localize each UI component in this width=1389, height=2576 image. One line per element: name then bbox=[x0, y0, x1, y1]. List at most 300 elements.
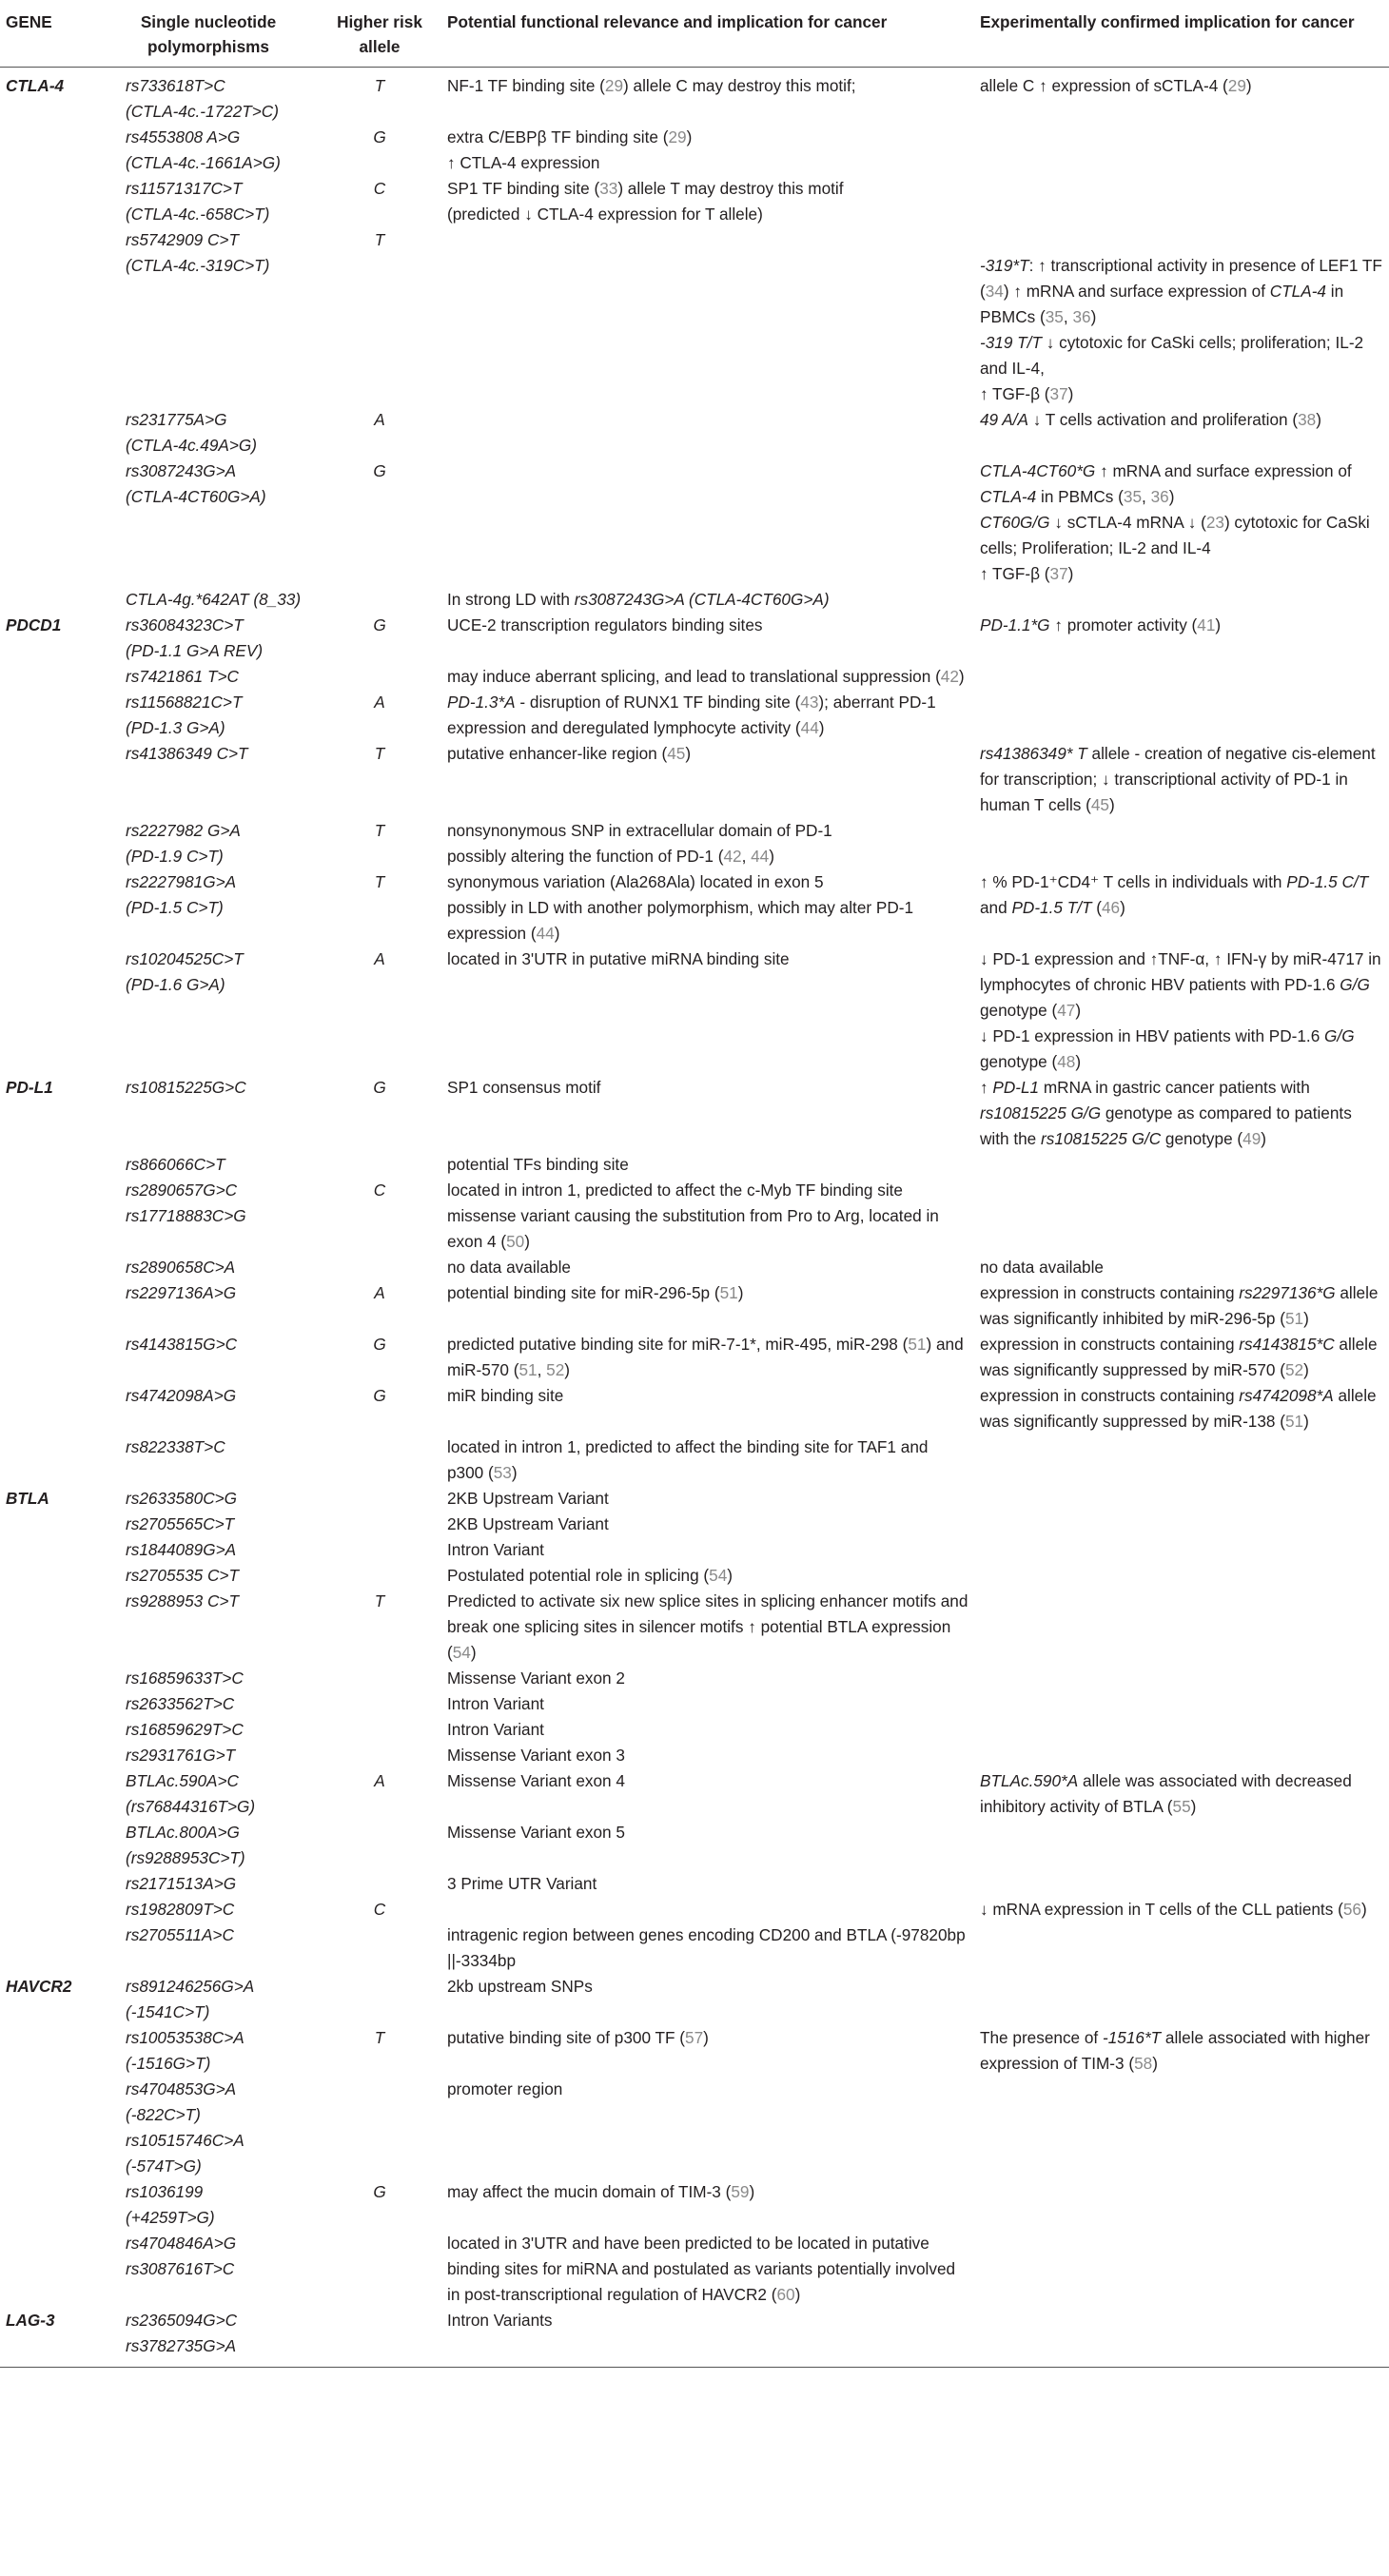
italic-term: CTLA-4 bbox=[980, 487, 1037, 506]
gene-cell bbox=[0, 227, 99, 407]
risk-allele-cell: G bbox=[373, 1386, 386, 1405]
functional-relevance-cell: SP1 TF binding site (33) allele T may destroy this motif (predicted ↓ CTLA-4 expression for T allele) bbox=[447, 179, 844, 224]
snp-cell: rs1036199 (+4259T>G) bbox=[126, 2182, 215, 2227]
risk-allele-cell: A bbox=[374, 693, 385, 712]
table-row bbox=[0, 1743, 1389, 1768]
functional-relevance-cell: may induce aberrant splicing, and lead to translational suppression (42) bbox=[447, 667, 965, 686]
snp-cell: rs10204525C>T (PD-1.6 G>A) bbox=[126, 949, 244, 994]
gene-cell: PD-L1 bbox=[6, 1078, 53, 1097]
snp-cell: rs822338T>C bbox=[126, 1437, 225, 1456]
risk-allele-cell bbox=[318, 1563, 441, 1589]
functional-relevance-cell bbox=[441, 459, 974, 587]
gene-cell bbox=[0, 1768, 99, 1820]
snp-cell: rs891246256G>A (-1541C>T) bbox=[126, 1977, 255, 2021]
confirmed-implication-cell bbox=[974, 1486, 1389, 1512]
table-row bbox=[0, 2308, 1389, 2368]
gene-cell: PDCD1 bbox=[6, 615, 62, 634]
confirmed-implication-cell bbox=[974, 1178, 1389, 1203]
citation-ref: 29 bbox=[604, 76, 624, 95]
snp-cell: rs2297136A>G bbox=[126, 1283, 237, 1302]
table-row bbox=[0, 1768, 1389, 1820]
functional-relevance-cell: no data available bbox=[447, 1258, 571, 1277]
snp-cell: rs16859633T>C bbox=[126, 1669, 244, 1688]
citation-ref: 42 bbox=[723, 847, 742, 866]
header-row bbox=[0, 0, 1389, 68]
risk-allele-cell: T bbox=[374, 872, 385, 891]
confirmed-implication-cell: no data available bbox=[980, 1258, 1104, 1277]
risk-allele-cell: T bbox=[374, 230, 385, 249]
snp-cell: rs4742098A>G bbox=[126, 1386, 237, 1405]
citation-ref: 49 bbox=[1242, 1129, 1262, 1148]
functional-relevance-cell: 3 Prime UTR Variant bbox=[447, 1874, 597, 1893]
citation-ref: 51 bbox=[719, 1283, 738, 1302]
confirmed-implication-cell bbox=[974, 2077, 1389, 2128]
citation-ref: 51 bbox=[908, 1335, 927, 1354]
risk-allele-cell bbox=[318, 1974, 441, 2025]
italic-term: -319 T/T bbox=[980, 333, 1042, 352]
table-row bbox=[0, 613, 1389, 664]
confirmed-implication-cell bbox=[974, 664, 1389, 690]
gene-cell bbox=[0, 1563, 99, 1589]
risk-allele-cell bbox=[318, 1820, 441, 1871]
confirmed-implication-cell bbox=[974, 1203, 1389, 1255]
functional-relevance-cell: Postulated potential role in splicing (54) bbox=[447, 1566, 734, 1585]
risk-allele-cell: A bbox=[374, 410, 385, 429]
functional-relevance-cell: nonsynonymous SNP in extracellular domain of PD-1 possibly altering the function of PD-1 (42, 44) bbox=[447, 821, 832, 866]
table-body bbox=[0, 68, 1389, 2368]
functional-relevance-cell: located in intron 1, predicted to affect the c-Myb TF binding site bbox=[447, 1181, 903, 1200]
functional-relevance-cell: Missense Variant exon 4 bbox=[447, 1771, 625, 1790]
confirmed-implication-cell bbox=[974, 176, 1389, 227]
table-row bbox=[0, 2077, 1389, 2128]
italic-term: rs3087243G>A (CTLA-4CT60G>A) bbox=[574, 590, 830, 609]
functional-relevance-cell bbox=[441, 2128, 974, 2179]
snp-cell: rs3087243G>A (CTLA-4CT60G>A) bbox=[126, 461, 266, 506]
risk-allele-cell bbox=[318, 587, 441, 613]
table-row bbox=[0, 1332, 1389, 1383]
functional-relevance-cell bbox=[441, 227, 974, 407]
gene-cell bbox=[0, 1717, 99, 1743]
functional-relevance-cell: Predicted to activate six new splice sites in splicing enhancer motifs and break one splicing sites in silencer motifs ↑ potential BTLA expression (54) bbox=[447, 1591, 968, 1662]
snp-cell: rs4704853G>A (-822C>T) bbox=[126, 2079, 237, 2124]
citation-ref: 35 bbox=[1123, 487, 1143, 506]
gene-cell bbox=[0, 1152, 99, 1178]
table-row bbox=[0, 125, 1389, 176]
italic-term: BTLAc.590*A bbox=[980, 1771, 1079, 1790]
snp-cell: rs2705565C>T bbox=[126, 1514, 235, 1533]
snp-cell: rs1982809T>C bbox=[126, 1900, 235, 1919]
snp-cell: rs2227982 G>A (PD-1.9 C>T) bbox=[126, 821, 241, 866]
citation-ref: 58 bbox=[1134, 2054, 1153, 2073]
risk-allele-cell bbox=[318, 664, 441, 690]
gene-cell bbox=[0, 664, 99, 690]
citation-ref: 36 bbox=[1150, 487, 1169, 506]
risk-allele-cell bbox=[318, 1666, 441, 1691]
citation-ref: 23 bbox=[1205, 513, 1224, 532]
risk-allele-cell bbox=[318, 2077, 441, 2128]
gene-cell: CTLA-4 bbox=[6, 76, 65, 95]
gene-cell bbox=[0, 2025, 99, 2077]
confirmed-implication-cell: BTLAc.590*A allele was associated with decreased inhibitory activity of BTLA (55) bbox=[980, 1771, 1352, 1816]
functional-relevance-cell: 2KB Upstream Variant bbox=[447, 1489, 609, 1508]
citation-ref: 57 bbox=[685, 2028, 704, 2047]
table-row bbox=[0, 1820, 1389, 1871]
functional-relevance-cell: Intron Variant bbox=[447, 1720, 544, 1739]
confirmed-implication-cell bbox=[974, 1743, 1389, 1768]
risk-allele-cell: T bbox=[374, 2028, 385, 2047]
citation-ref: 47 bbox=[1057, 1001, 1076, 1020]
functional-relevance-cell: putative binding site of p300 TF (57) bbox=[447, 2028, 709, 2047]
table-row bbox=[0, 1537, 1389, 1563]
gene-cell bbox=[0, 1178, 99, 1203]
table-row bbox=[0, 2025, 1389, 2077]
confirmed-implication-cell: CTLA-4CT60*G ↑ mRNA and surface expression of CTLA-4 in PBMCs (35, 36) CT60G/G ↓ sCTLA-4 mRNA ↓ (23) cytotoxic for CaSki cells; Proliferation; IL-2 and IL-4 ↑ TGF-β (37) bbox=[980, 461, 1370, 583]
functional-relevance-cell: located in 3'UTR and have been predicted to be located in putative binding sites for miRNA and postulated as variants potentially involved in post-transcriptional regulation of HAVCR2 (60) bbox=[447, 2234, 956, 2304]
functional-relevance-cell: miR binding site bbox=[447, 1386, 564, 1405]
snp-cell: BTLAc.800A>G (rs9288953C>T) bbox=[126, 1823, 245, 1867]
gene-cell bbox=[0, 1691, 99, 1717]
italic-term: PD-1.5 T/T bbox=[1011, 898, 1092, 917]
functional-relevance-cell: may affect the mucin domain of TIM-3 (59) bbox=[447, 2182, 755, 2201]
citation-ref: 36 bbox=[1072, 307, 1091, 326]
gene-cell bbox=[0, 690, 99, 741]
confirmed-implication-cell bbox=[974, 1974, 1389, 2025]
snp-cell: rs11568821C>T (PD-1.3 G>A) bbox=[126, 693, 243, 737]
snp-cell: rs7421861 T>C bbox=[126, 667, 239, 686]
table-row bbox=[0, 1203, 1389, 1255]
functional-relevance-cell: SP1 consensus motif bbox=[447, 1078, 601, 1097]
gene-cell bbox=[0, 1332, 99, 1383]
citation-ref: 44 bbox=[800, 718, 819, 737]
functional-relevance-cell: missense variant causing the substitution from Pro to Arg, located in exon 4 (50) bbox=[447, 1206, 939, 1251]
gene-cell bbox=[0, 1743, 99, 1768]
confirmed-implication-cell: allele C ↑ expression of sCTLA-4 (29) bbox=[980, 76, 1252, 95]
gene-cell bbox=[0, 1871, 99, 1897]
table-row bbox=[0, 1280, 1389, 1332]
confirmed-implication-cell bbox=[974, 2179, 1389, 2231]
citation-ref: 48 bbox=[1057, 1052, 1076, 1071]
functional-relevance-cell: NF-1 TF binding site (29) allele C may destroy this motif; bbox=[447, 76, 856, 95]
snp-cell: rs4553808 A>G (CTLA-4c.-1661A>G) bbox=[126, 127, 281, 172]
confirmed-implication-cell bbox=[974, 1537, 1389, 1563]
confirmed-implication-cell bbox=[974, 1922, 1389, 1974]
table-row bbox=[0, 407, 1389, 459]
italic-term: rs41386349* T bbox=[980, 744, 1087, 763]
functional-relevance-cell: In strong LD with rs3087243G>A (CTLA-4CT60G>A) bbox=[447, 590, 830, 609]
confirmed-implication-cell bbox=[974, 1434, 1389, 1486]
risk-allele-cell bbox=[318, 1922, 441, 1974]
gene-cell bbox=[0, 1203, 99, 1255]
gene-cell bbox=[0, 459, 99, 587]
snp-cell: rs10815225G>C bbox=[126, 1078, 246, 1097]
table-row bbox=[0, 587, 1389, 613]
table-row bbox=[0, 1152, 1389, 1178]
risk-allele-cell: C bbox=[373, 1900, 386, 1919]
table-row bbox=[0, 1512, 1389, 1537]
italic-term: G/G bbox=[1340, 975, 1370, 994]
snp-cell: rs2890658C>A bbox=[126, 1258, 236, 1277]
citation-ref: 52 bbox=[1284, 1360, 1304, 1379]
risk-allele-cell: T bbox=[374, 1591, 385, 1610]
citation-ref: 42 bbox=[940, 667, 959, 686]
risk-allele-cell: T bbox=[374, 744, 385, 763]
risk-allele-cell bbox=[318, 2231, 441, 2308]
gene-cell bbox=[0, 1537, 99, 1563]
snp-cell: rs10053538C>A (-1516G>T) bbox=[126, 2028, 245, 2073]
functional-relevance-cell: located in intron 1, predicted to affect the binding site for TAF1 and p300 (53) bbox=[447, 1437, 929, 1482]
table-row bbox=[0, 1691, 1389, 1717]
confirmed-implication-cell bbox=[974, 125, 1389, 176]
gene-cell bbox=[0, 1512, 99, 1537]
functional-relevance-cell: synonymous variation (Ala268Ala) located in exon 5 possibly in LD with another polymorphism, which may alter PD-1 expression (44) bbox=[447, 872, 914, 943]
citation-ref: 35 bbox=[1045, 307, 1064, 326]
functional-relevance-cell: Missense Variant exon 5 bbox=[447, 1823, 625, 1842]
gene-cell bbox=[0, 1922, 99, 1974]
citation-ref: 50 bbox=[506, 1232, 525, 1251]
snp-cell: rs866066C>T bbox=[126, 1155, 225, 1174]
snp-cell: rs36084323C>T (PD-1.1 G>A REV) bbox=[126, 615, 264, 660]
functional-relevance-cell bbox=[441, 1897, 974, 1922]
table-row bbox=[0, 1589, 1389, 1666]
risk-allele-cell: C bbox=[373, 179, 386, 198]
snp-cell: rs41386349 C>T bbox=[126, 744, 248, 763]
confirmed-implication-cell: ↓ PD-1 expression and ↑TNF-α, ↑ IFN-γ by miR-4717 in lymphocytes of chronic HBV patients with PD-1.6 G/G genotype (47) ↓ PD-1 expression in HBV patients with PD-1.6 G/G genotype (48) bbox=[980, 949, 1381, 1071]
citation-ref: 29 bbox=[668, 127, 687, 146]
functional-relevance-cell: promoter region bbox=[447, 2079, 563, 2098]
risk-allele-cell: A bbox=[374, 949, 385, 968]
italic-term: rs2297136*G bbox=[1239, 1283, 1336, 1302]
confirmed-implication-cell bbox=[974, 2231, 1389, 2308]
confirmed-implication-cell bbox=[974, 2308, 1389, 2368]
table-row bbox=[0, 227, 1389, 407]
table-row bbox=[0, 1434, 1389, 1486]
confirmed-implication-cell: ↓ mRNA expression in T cells of the CLL patients (56) bbox=[980, 1900, 1367, 1919]
header-risk-allele: Higher risk allele bbox=[337, 12, 422, 56]
confirmed-implication-cell: PD-1.1*G ↑ promoter activity (41) bbox=[980, 615, 1222, 634]
risk-allele-cell: T bbox=[374, 76, 385, 95]
italic-term: PD-L1 bbox=[992, 1078, 1040, 1097]
citation-ref: 33 bbox=[599, 179, 618, 198]
gene-cell: LAG-3 bbox=[6, 2311, 55, 2330]
citation-ref: 44 bbox=[751, 847, 770, 866]
confirmed-implication-cell bbox=[974, 1717, 1389, 1743]
confirmed-implication-cell bbox=[974, 1871, 1389, 1897]
confirmed-implication-cell: ↑ % PD-1⁺CD4⁺ T cells in individuals with PD-1.5 C/T and PD-1.5 T/T (46) bbox=[980, 872, 1369, 917]
citation-ref: 43 bbox=[800, 693, 819, 712]
functional-relevance-cell: 2KB Upstream Variant bbox=[447, 1514, 609, 1533]
citation-ref: 51 bbox=[1284, 1412, 1304, 1431]
citation-ref: 51 bbox=[518, 1360, 538, 1379]
risk-allele-cell: G bbox=[373, 2182, 386, 2201]
functional-relevance-cell: located in 3'UTR in putative miRNA binding site bbox=[447, 949, 790, 968]
table-row bbox=[0, 946, 1389, 1075]
risk-allele-cell: T bbox=[374, 821, 385, 840]
confirmed-implication-cell: rs41386349* T allele - creation of negative cis-element for transcription; ↓ transcriptional activity of PD-1 in human T cells (45) bbox=[980, 744, 1376, 814]
table-row bbox=[0, 1255, 1389, 1280]
gene-cell bbox=[0, 1820, 99, 1871]
risk-allele-cell bbox=[318, 1434, 441, 1486]
snp-cell: rs2890657G>C bbox=[126, 1181, 238, 1200]
italic-term: -319*T bbox=[980, 256, 1029, 275]
citation-ref: 52 bbox=[546, 1360, 565, 1379]
italic-term: PD-1.1*G bbox=[980, 615, 1050, 634]
snp-cell: rs4143815G>C bbox=[126, 1335, 238, 1354]
italic-term: PD-1.5 C/T bbox=[1286, 872, 1369, 891]
gene-cell: BTLA bbox=[6, 1489, 49, 1508]
confirmed-implication-cell: expression in constructs containing rs2297136*G allele was significantly inhibited by miR-296-5p (51) bbox=[980, 1283, 1379, 1328]
confirmed-implication-cell bbox=[974, 1666, 1389, 1691]
citation-ref: 45 bbox=[1090, 795, 1109, 814]
gene-cell bbox=[0, 176, 99, 227]
snp-cell: rs2931761G>T bbox=[126, 1746, 236, 1765]
citation-ref: 60 bbox=[776, 2285, 795, 2304]
table-row bbox=[0, 741, 1389, 818]
confirmed-implication-cell bbox=[974, 818, 1389, 869]
functional-relevance-cell: Intron Variant bbox=[447, 1540, 544, 1559]
italic-term: PD-1.3*A bbox=[447, 693, 516, 712]
italic-term: rs10815225 G/C bbox=[1041, 1129, 1162, 1148]
table-row bbox=[0, 1897, 1389, 1922]
gene-cell bbox=[0, 946, 99, 1075]
citation-ref: 44 bbox=[536, 924, 555, 943]
table-row bbox=[0, 869, 1389, 946]
italic-term: CTLA-4 bbox=[1269, 282, 1326, 301]
italic-term: rs4742098*A bbox=[1239, 1386, 1334, 1405]
snp-cell: rs2705535 C>T bbox=[126, 1566, 239, 1585]
citation-ref: 29 bbox=[1227, 76, 1246, 95]
functional-relevance-cell: 2kb upstream SNPs bbox=[447, 1977, 593, 1996]
snp-cell: CTLA-4g.*642AT (8_33) bbox=[126, 590, 302, 609]
table-row bbox=[0, 1075, 1389, 1152]
citation-ref: 46 bbox=[1102, 898, 1121, 917]
snp-cell: rs2365094G>C rs3782735G>A bbox=[126, 2311, 238, 2355]
table-row bbox=[0, 2179, 1389, 2231]
table-row bbox=[0, 2128, 1389, 2179]
functional-relevance-cell: Missense Variant exon 3 bbox=[447, 1746, 625, 1765]
table-row bbox=[0, 1871, 1389, 1897]
snp-cell: rs9288953 C>T bbox=[126, 1591, 239, 1610]
italic-term: rs4143815*C bbox=[1239, 1335, 1335, 1354]
confirmed-implication-cell: expression in constructs containing rs4742098*A allele was significantly suppressed by miR-138 (51) bbox=[980, 1386, 1377, 1431]
italic-term: CT60G/G bbox=[980, 513, 1050, 532]
citation-ref: 41 bbox=[1197, 615, 1216, 634]
risk-allele-cell bbox=[318, 1203, 441, 1255]
header-snp: Single nucleotide polymorphisms bbox=[140, 12, 277, 56]
snp-cell: rs2705511A>C bbox=[126, 1925, 234, 1944]
risk-allele-cell bbox=[318, 1717, 441, 1743]
italic-term: 49 A/A bbox=[980, 410, 1028, 429]
risk-allele-cell bbox=[318, 1152, 441, 1178]
functional-relevance-cell: extra C/EBPβ TF binding site (29) ↑ CTLA-4 expression bbox=[447, 127, 693, 172]
gene-cell bbox=[0, 2231, 99, 2308]
citation-ref: 37 bbox=[1049, 564, 1068, 583]
italic-term: G/G bbox=[1324, 1026, 1355, 1045]
header-gene: GENE bbox=[6, 12, 52, 31]
gene-cell bbox=[0, 1589, 99, 1666]
gene-cell bbox=[0, 741, 99, 818]
snp-cell: BTLAc.590A>C (rs76844316T>G) bbox=[126, 1771, 256, 1816]
risk-allele-cell: G bbox=[373, 127, 386, 146]
functional-relevance-cell: Intron Variant bbox=[447, 1694, 544, 1713]
snp-cell: rs2633580C>G bbox=[126, 1489, 238, 1508]
table-row bbox=[0, 1178, 1389, 1203]
table-row bbox=[0, 1563, 1389, 1589]
confirmed-implication-cell bbox=[974, 690, 1389, 741]
functional-relevance-cell: potential TFs binding site bbox=[447, 1155, 629, 1174]
snp-cell: rs17718883C>G bbox=[126, 1206, 246, 1225]
risk-allele-cell: G bbox=[373, 615, 386, 634]
italic-term: CTLA-4CT60*G bbox=[980, 461, 1096, 480]
risk-allele-cell bbox=[318, 1871, 441, 1897]
gene-cell bbox=[0, 407, 99, 459]
functional-relevance-cell: PD-1.3*A - disruption of RUNX1 TF binding site (43); aberrant PD-1 expression and deregulated lymphocyte activity (44) bbox=[447, 693, 936, 737]
table-row bbox=[0, 1666, 1389, 1691]
snp-cell: rs10515746C>A (-574T>G) bbox=[126, 2131, 245, 2176]
citation-ref: 45 bbox=[667, 744, 686, 763]
table-row bbox=[0, 1922, 1389, 1974]
gene-cell bbox=[0, 818, 99, 869]
snp-cell: rs2633562T>C bbox=[126, 1694, 235, 1713]
functional-relevance-cell: predicted putative binding site for miR-7-1*, miR-495, miR-298 (51) and miR-570 (51, 52) bbox=[447, 1335, 964, 1379]
citation-ref: 34 bbox=[985, 282, 1004, 301]
gene-cell bbox=[0, 869, 99, 946]
confirmed-implication-cell bbox=[974, 1152, 1389, 1178]
confirmed-implication-cell: -319*T: ↑ transcriptional activity in presence of LEF1 TF (34) ↑ mRNA and surface expression of CTLA-4 in PBMCs (35, 36) -319 T/T ↓ cytotoxic for CaSki cells; proliferation; IL-2 and IL-4, ↑ TGF-β (37) bbox=[980, 256, 1382, 403]
citation-ref: 51 bbox=[1284, 1309, 1304, 1328]
confirmed-implication-cell: expression in constructs containing rs4143815*C allele was significantly suppressed by miR-570 (52) bbox=[980, 1335, 1378, 1379]
header-confirmed-implication: Experimentally confirmed implication for cancer bbox=[980, 12, 1355, 31]
citation-ref: 38 bbox=[1298, 410, 1317, 429]
risk-allele-cell: A bbox=[374, 1771, 385, 1790]
citation-ref: 55 bbox=[1172, 1797, 1191, 1816]
gene-cell bbox=[0, 2179, 99, 2231]
gene-cell bbox=[0, 125, 99, 176]
header-functional-relevance: Potential functional relevance and implication for cancer bbox=[447, 12, 888, 31]
gene-cell bbox=[0, 2077, 99, 2128]
citation-ref: 59 bbox=[731, 2182, 750, 2201]
risk-allele-cell: G bbox=[373, 1335, 386, 1354]
table-row bbox=[0, 459, 1389, 587]
snp-cell: rs2227981G>A (PD-1.5 C>T) bbox=[126, 872, 237, 917]
snp-cell: rs2171513A>G bbox=[126, 1874, 237, 1893]
functional-relevance-cell: UCE-2 transcription regulators binding sites bbox=[447, 615, 763, 634]
citation-ref: 56 bbox=[1342, 1900, 1361, 1919]
table-row bbox=[0, 2231, 1389, 2308]
table-header bbox=[0, 0, 1389, 68]
functional-relevance-cell: putative enhancer-like region (45) bbox=[447, 744, 692, 763]
snp-cell: rs5742909 C>T (CTLA-4c.-319C>T) bbox=[126, 230, 270, 275]
confirmed-implication-cell bbox=[974, 1589, 1389, 1666]
table-row bbox=[0, 818, 1389, 869]
confirmed-implication-cell bbox=[974, 1512, 1389, 1537]
gene-cell bbox=[0, 1255, 99, 1280]
citation-ref: 54 bbox=[452, 1643, 471, 1662]
confirmed-implication-cell bbox=[974, 1691, 1389, 1717]
risk-allele-cell: G bbox=[373, 1078, 386, 1097]
citation-ref: 37 bbox=[1049, 384, 1068, 403]
functional-relevance-cell: potential binding site for miR-296-5p (51) bbox=[447, 1283, 744, 1302]
gene-cell bbox=[0, 587, 99, 613]
snp-cell: rs1844089G>A bbox=[126, 1540, 237, 1559]
snp-cell: rs733618T>C (CTLA-4c.-1722T>C) bbox=[126, 76, 279, 121]
confirmed-implication-cell: 49 A/A ↓ T cells activation and proliferation (38) bbox=[980, 410, 1321, 429]
risk-allele-cell bbox=[318, 2308, 441, 2368]
confirmed-implication-cell bbox=[974, 1563, 1389, 1589]
risk-allele-cell bbox=[318, 1512, 441, 1537]
italic-term: rs10815225 G/G bbox=[980, 1103, 1102, 1122]
gene-cell bbox=[0, 1383, 99, 1434]
table-row bbox=[0, 1717, 1389, 1743]
